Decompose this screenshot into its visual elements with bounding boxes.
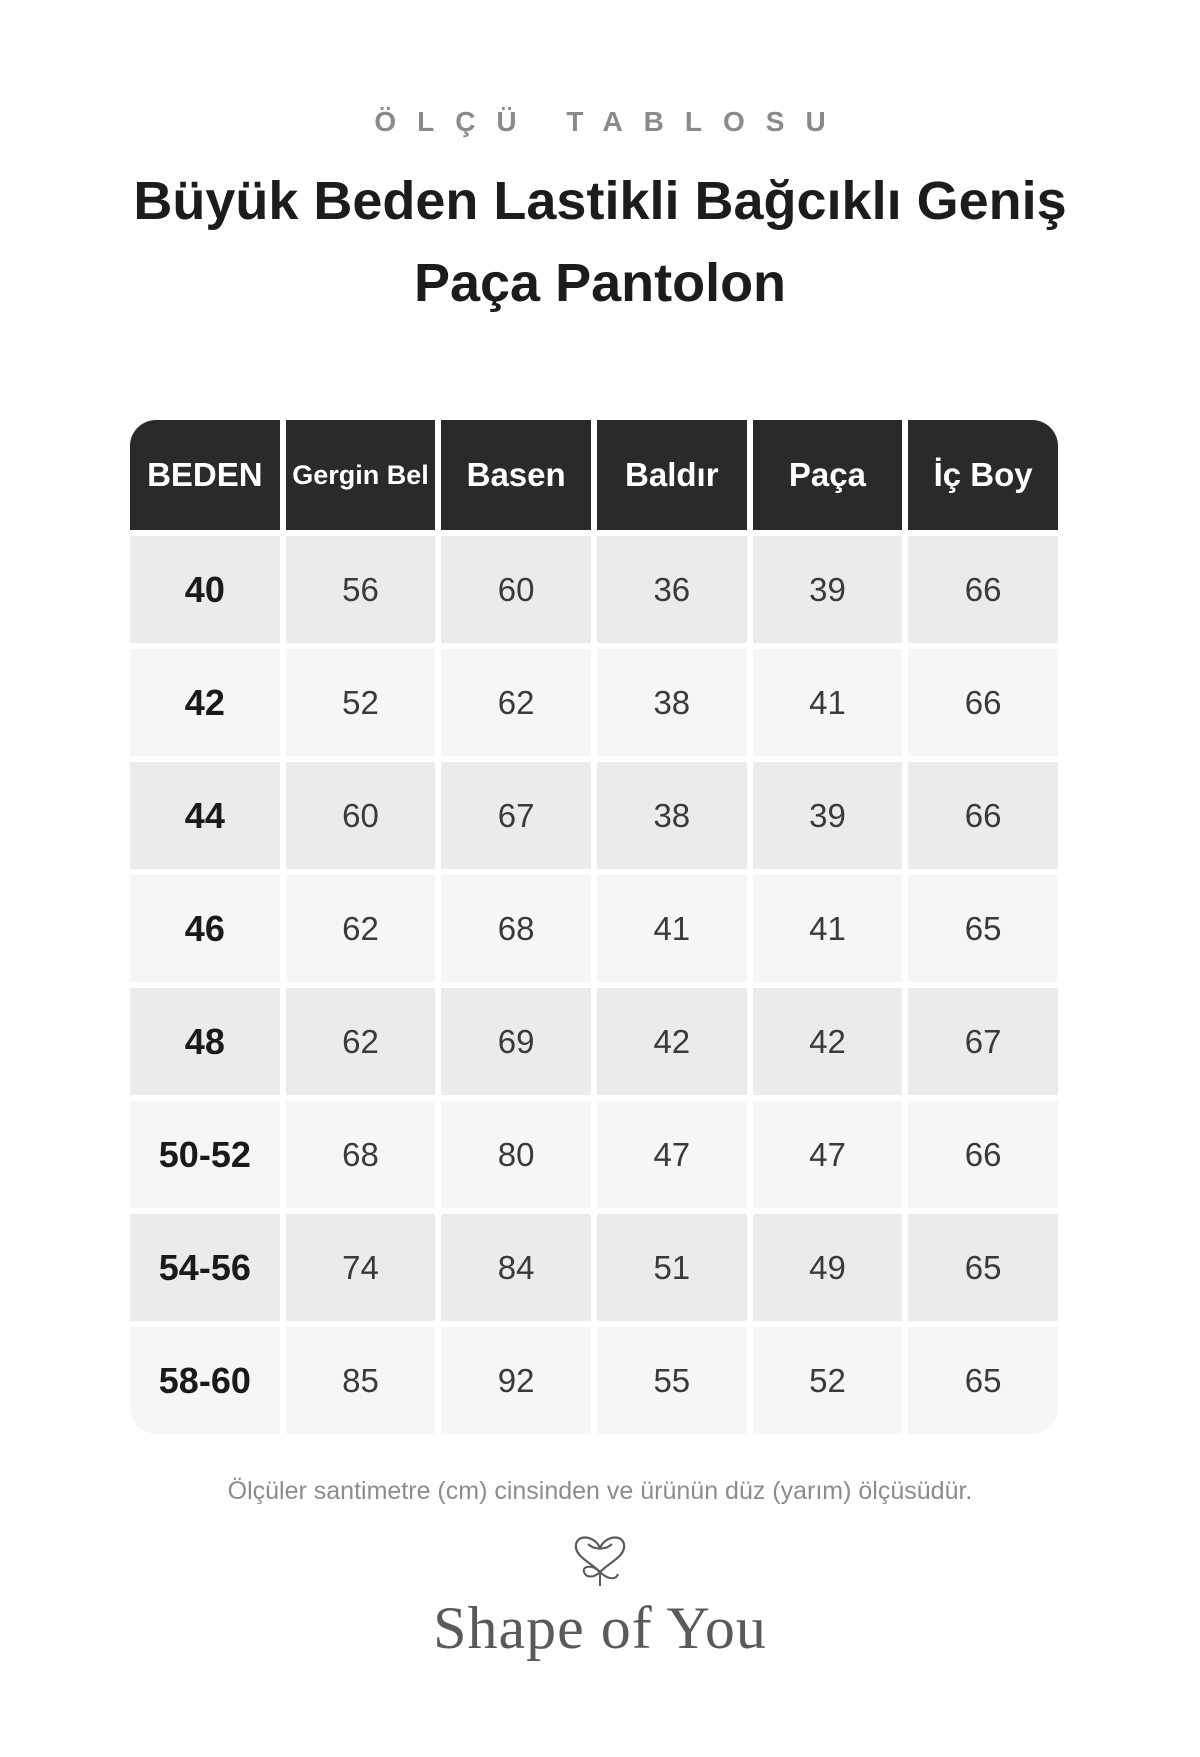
size-cell: 42 — [130, 649, 280, 756]
size-cell: 44 — [130, 762, 280, 869]
column-header-beden: BEDEN — [130, 420, 280, 530]
table-cell: 60 — [441, 536, 591, 643]
table-cell: 42 — [597, 988, 747, 1095]
table-row — [130, 536, 1058, 643]
table-cell: 66 — [908, 1101, 1058, 1208]
table-cell: 51 — [597, 1214, 747, 1321]
table-cell: 85 — [286, 1327, 436, 1434]
table-cell: 62 — [286, 988, 436, 1095]
brand-name: Shape of You — [433, 1595, 767, 1661]
table-row — [130, 649, 1058, 756]
table-cell: 36 — [597, 536, 747, 643]
measurement-note: Ölçüler santimetre (cm) cinsinden ve ürünün düz (yarım) ölçüsüdür. — [227, 1477, 973, 1505]
column-header-gergin-bel: Gergin Bel — [286, 420, 436, 530]
table-cell: 39 — [753, 762, 903, 869]
table-cell: 60 — [286, 762, 436, 869]
table-cell: 66 — [908, 536, 1058, 643]
table-row — [130, 762, 1058, 869]
brand-logo — [0, 1528, 1200, 1663]
eyebrow-label: ÖLÇÜ TABLOSU — [374, 106, 847, 137]
table-cell: 80 — [441, 1101, 591, 1208]
table-cell: 69 — [441, 988, 591, 1095]
size-cell: 48 — [130, 988, 280, 1095]
column-header-paca: Paça — [753, 420, 903, 530]
table-cell: 68 — [286, 1101, 436, 1208]
size-chart-table — [124, 414, 1064, 1440]
table-cell: 67 — [908, 988, 1058, 1095]
table-cell: 62 — [441, 649, 591, 756]
heart-swirl-icon — [568, 1528, 632, 1590]
table-row — [130, 1214, 1058, 1321]
table-row — [130, 875, 1058, 982]
table-header-row — [130, 420, 1058, 530]
table-cell: 38 — [597, 762, 747, 869]
table-cell: 66 — [908, 762, 1058, 869]
table-cell: 38 — [597, 649, 747, 756]
table-cell: 47 — [753, 1101, 903, 1208]
table-cell: 84 — [441, 1214, 591, 1321]
size-cell: 40 — [130, 536, 280, 643]
table-cell: 42 — [753, 988, 903, 1095]
table-cell: 74 — [286, 1214, 436, 1321]
table-cell: 65 — [908, 1214, 1058, 1321]
table-cell: 68 — [441, 875, 591, 982]
table-cell: 67 — [441, 762, 591, 869]
table-row — [130, 988, 1058, 1095]
table-cell: 47 — [597, 1101, 747, 1208]
table-cell: 62 — [286, 875, 436, 982]
table-cell: 65 — [908, 1327, 1058, 1434]
table-cell: 49 — [753, 1214, 903, 1321]
table-cell: 39 — [753, 536, 903, 643]
size-cell: 46 — [130, 875, 280, 982]
table-cell: 52 — [753, 1327, 903, 1434]
size-cell: 58-60 — [130, 1327, 280, 1434]
column-header-ic-boy: İç Boy — [908, 420, 1058, 530]
column-header-baldir: Baldır — [597, 420, 747, 530]
size-cell: 50-52 — [130, 1101, 280, 1208]
table-cell: 55 — [597, 1327, 747, 1434]
table-cell: 52 — [286, 649, 436, 756]
table-cell: 92 — [441, 1327, 591, 1434]
table-cell: 56 — [286, 536, 436, 643]
page-title: Büyük Beden Lastikli Bağcıklı Geniş Paça Pantolon — [133, 171, 1067, 313]
table-cell: 66 — [908, 649, 1058, 756]
table-row — [130, 1101, 1058, 1208]
table-cell: 41 — [753, 875, 903, 982]
table-cell: 65 — [908, 875, 1058, 982]
table-cell: 41 — [753, 649, 903, 756]
column-header-basen: Basen — [441, 420, 591, 530]
table-cell: 41 — [597, 875, 747, 982]
size-cell: 54-56 — [130, 1214, 280, 1321]
table-row — [130, 1327, 1058, 1434]
